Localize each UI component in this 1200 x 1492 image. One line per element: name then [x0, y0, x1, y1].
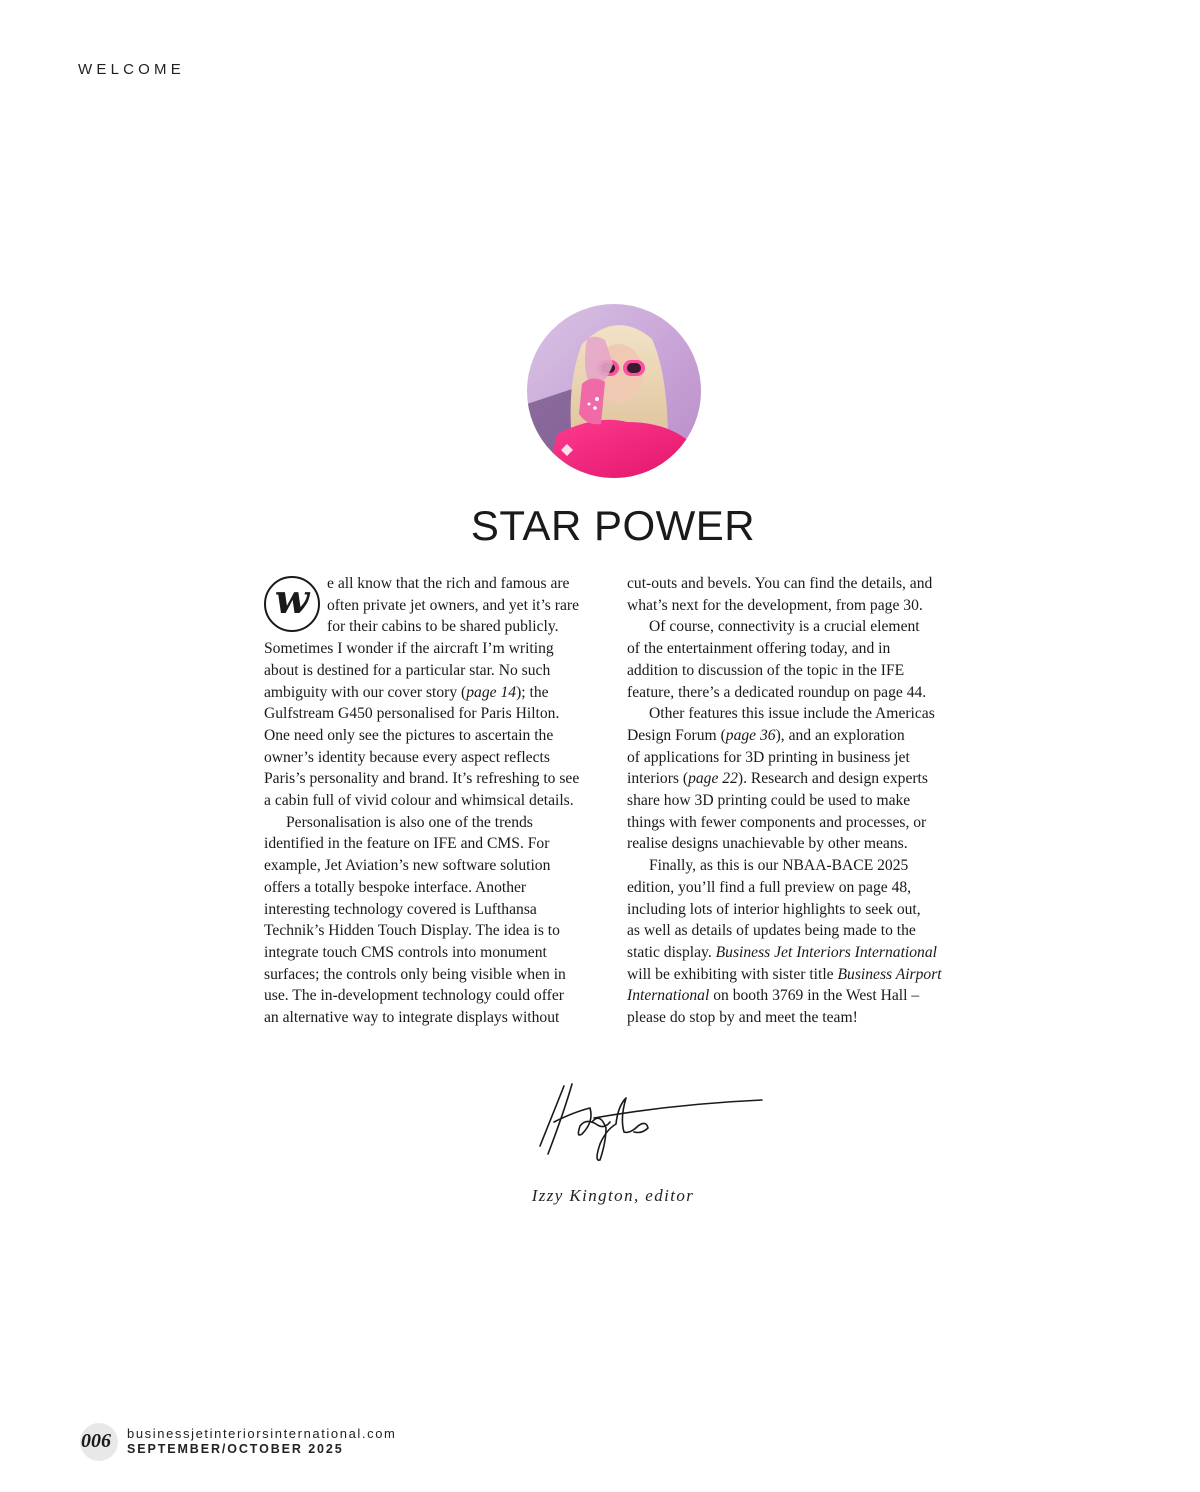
page-reference: page 14: [466, 683, 517, 701]
body-line: Personalisation is also one of the trends: [286, 813, 533, 831]
body-line: will be exhibiting with sister title Business Airport: [627, 965, 942, 983]
body-line: feature, there’s a dedicated roundup on page 44.: [627, 683, 927, 701]
body-line: use. The in-development technology could offer: [264, 987, 564, 1005]
body-line: often private jet owners, and yet it’s rare: [327, 596, 580, 614]
publication-title: Business Jet Interiors International: [715, 943, 937, 961]
article-headline: STAR POWER: [470, 502, 756, 549]
body-line: addition to discussion of the topic in the IFE: [627, 661, 905, 679]
body-line: of applications for 3D printing in business jet: [627, 748, 910, 766]
body-line: International on booth 3769 in the West Hall –: [627, 987, 920, 1005]
body-line: identified in the feature on IFE and CMS. For: [264, 835, 550, 853]
body-line: things with fewer components and processes, or: [627, 813, 927, 831]
body-line: cut-outs and bevels. You can find the details, and: [627, 575, 933, 592]
body-line: a cabin full of vivid colour and whimsical details.: [264, 792, 574, 810]
body-line: an alternative way to integrate displays without: [264, 1009, 560, 1027]
body-line: as well as details of updates being made to the: [627, 922, 916, 940]
body-line: Design Forum (page 36), and an exploration: [627, 726, 905, 744]
body-line: realise designs unachievable by other means.: [627, 835, 908, 853]
page-reference: page 22: [688, 770, 738, 788]
body-line: Technik’s Hidden Touch Display. The idea is to: [264, 922, 560, 940]
page-reference: page 36: [725, 726, 776, 744]
section-label: WELCOME: [78, 61, 185, 78]
publication-title: International: [627, 987, 710, 1005]
body-line: Paris’s personality and brand. It’s refreshing to see: [264, 770, 580, 788]
footer-website-link[interactable]: businessjetinteriorsinternational.com: [127, 1426, 397, 1441]
body-line: including lots of interior highlights to seek out,: [627, 900, 921, 918]
body-line: static display. Business Jet Interiors International: [627, 943, 937, 961]
article-column-left: [264, 573, 600, 1029]
body-line: ambiguity with our cover story (page 14); the: [264, 683, 549, 701]
body-line: surfaces; the controls only being visible when in: [264, 965, 566, 983]
body-line: for their cabins to be shared publicly.: [327, 618, 559, 636]
body-line: interesting technology covered is Lufthansa: [264, 900, 537, 918]
publication-title: Business Airport: [837, 965, 942, 983]
body-line: Finally, as this is our NBAA-BACE 2025: [649, 857, 909, 875]
body-line: e all know that the rich and famous are: [327, 575, 570, 592]
editor-signature: [534, 1082, 766, 1164]
editor-signoff: Izzy Kington, editor: [531, 1186, 695, 1205]
page-number: 006: [81, 1430, 111, 1452]
body-line: of the entertainment offering today, and in: [627, 640, 891, 658]
body-line: example, Jet Aviation’s new software solution: [264, 857, 551, 875]
body-line: share how 3D printing could be used to make: [627, 792, 911, 810]
article-column-right: [627, 573, 967, 1029]
body-line: about is destined for a particular star. No such: [264, 661, 551, 679]
body-line: Other features this issue include the Americas: [649, 705, 935, 723]
body-line: Of course, connectivity is a crucial element: [649, 618, 920, 636]
body-line: edition, you’ll find a full preview on page 48,: [627, 878, 912, 896]
body-line: Gulfstream G450 personalised for Paris Hilton.: [264, 705, 560, 723]
body-line: what’s next for the development, from page 30.: [627, 596, 923, 614]
body-line: Sometimes I wonder if the aircraft I’m writing: [264, 640, 554, 658]
body-line: One need only see the pictures to ascertain the: [264, 726, 554, 744]
body-line: please do stop by and meet the team!: [627, 1009, 858, 1027]
body-line: integrate touch CMS controls into monument: [264, 943, 547, 961]
body-line: offers a totally bespoke interface. Another: [264, 878, 527, 896]
footer-issue-date: SEPTEMBER/OCTOBER 2025: [127, 1442, 344, 1456]
dropcap-letter: w: [264, 576, 320, 632]
body-line: interiors (page 22). Research and design experts: [627, 770, 928, 788]
body-line: owner’s identity because every aspect reflects: [264, 748, 550, 766]
editor-portrait-photo: [527, 304, 701, 478]
